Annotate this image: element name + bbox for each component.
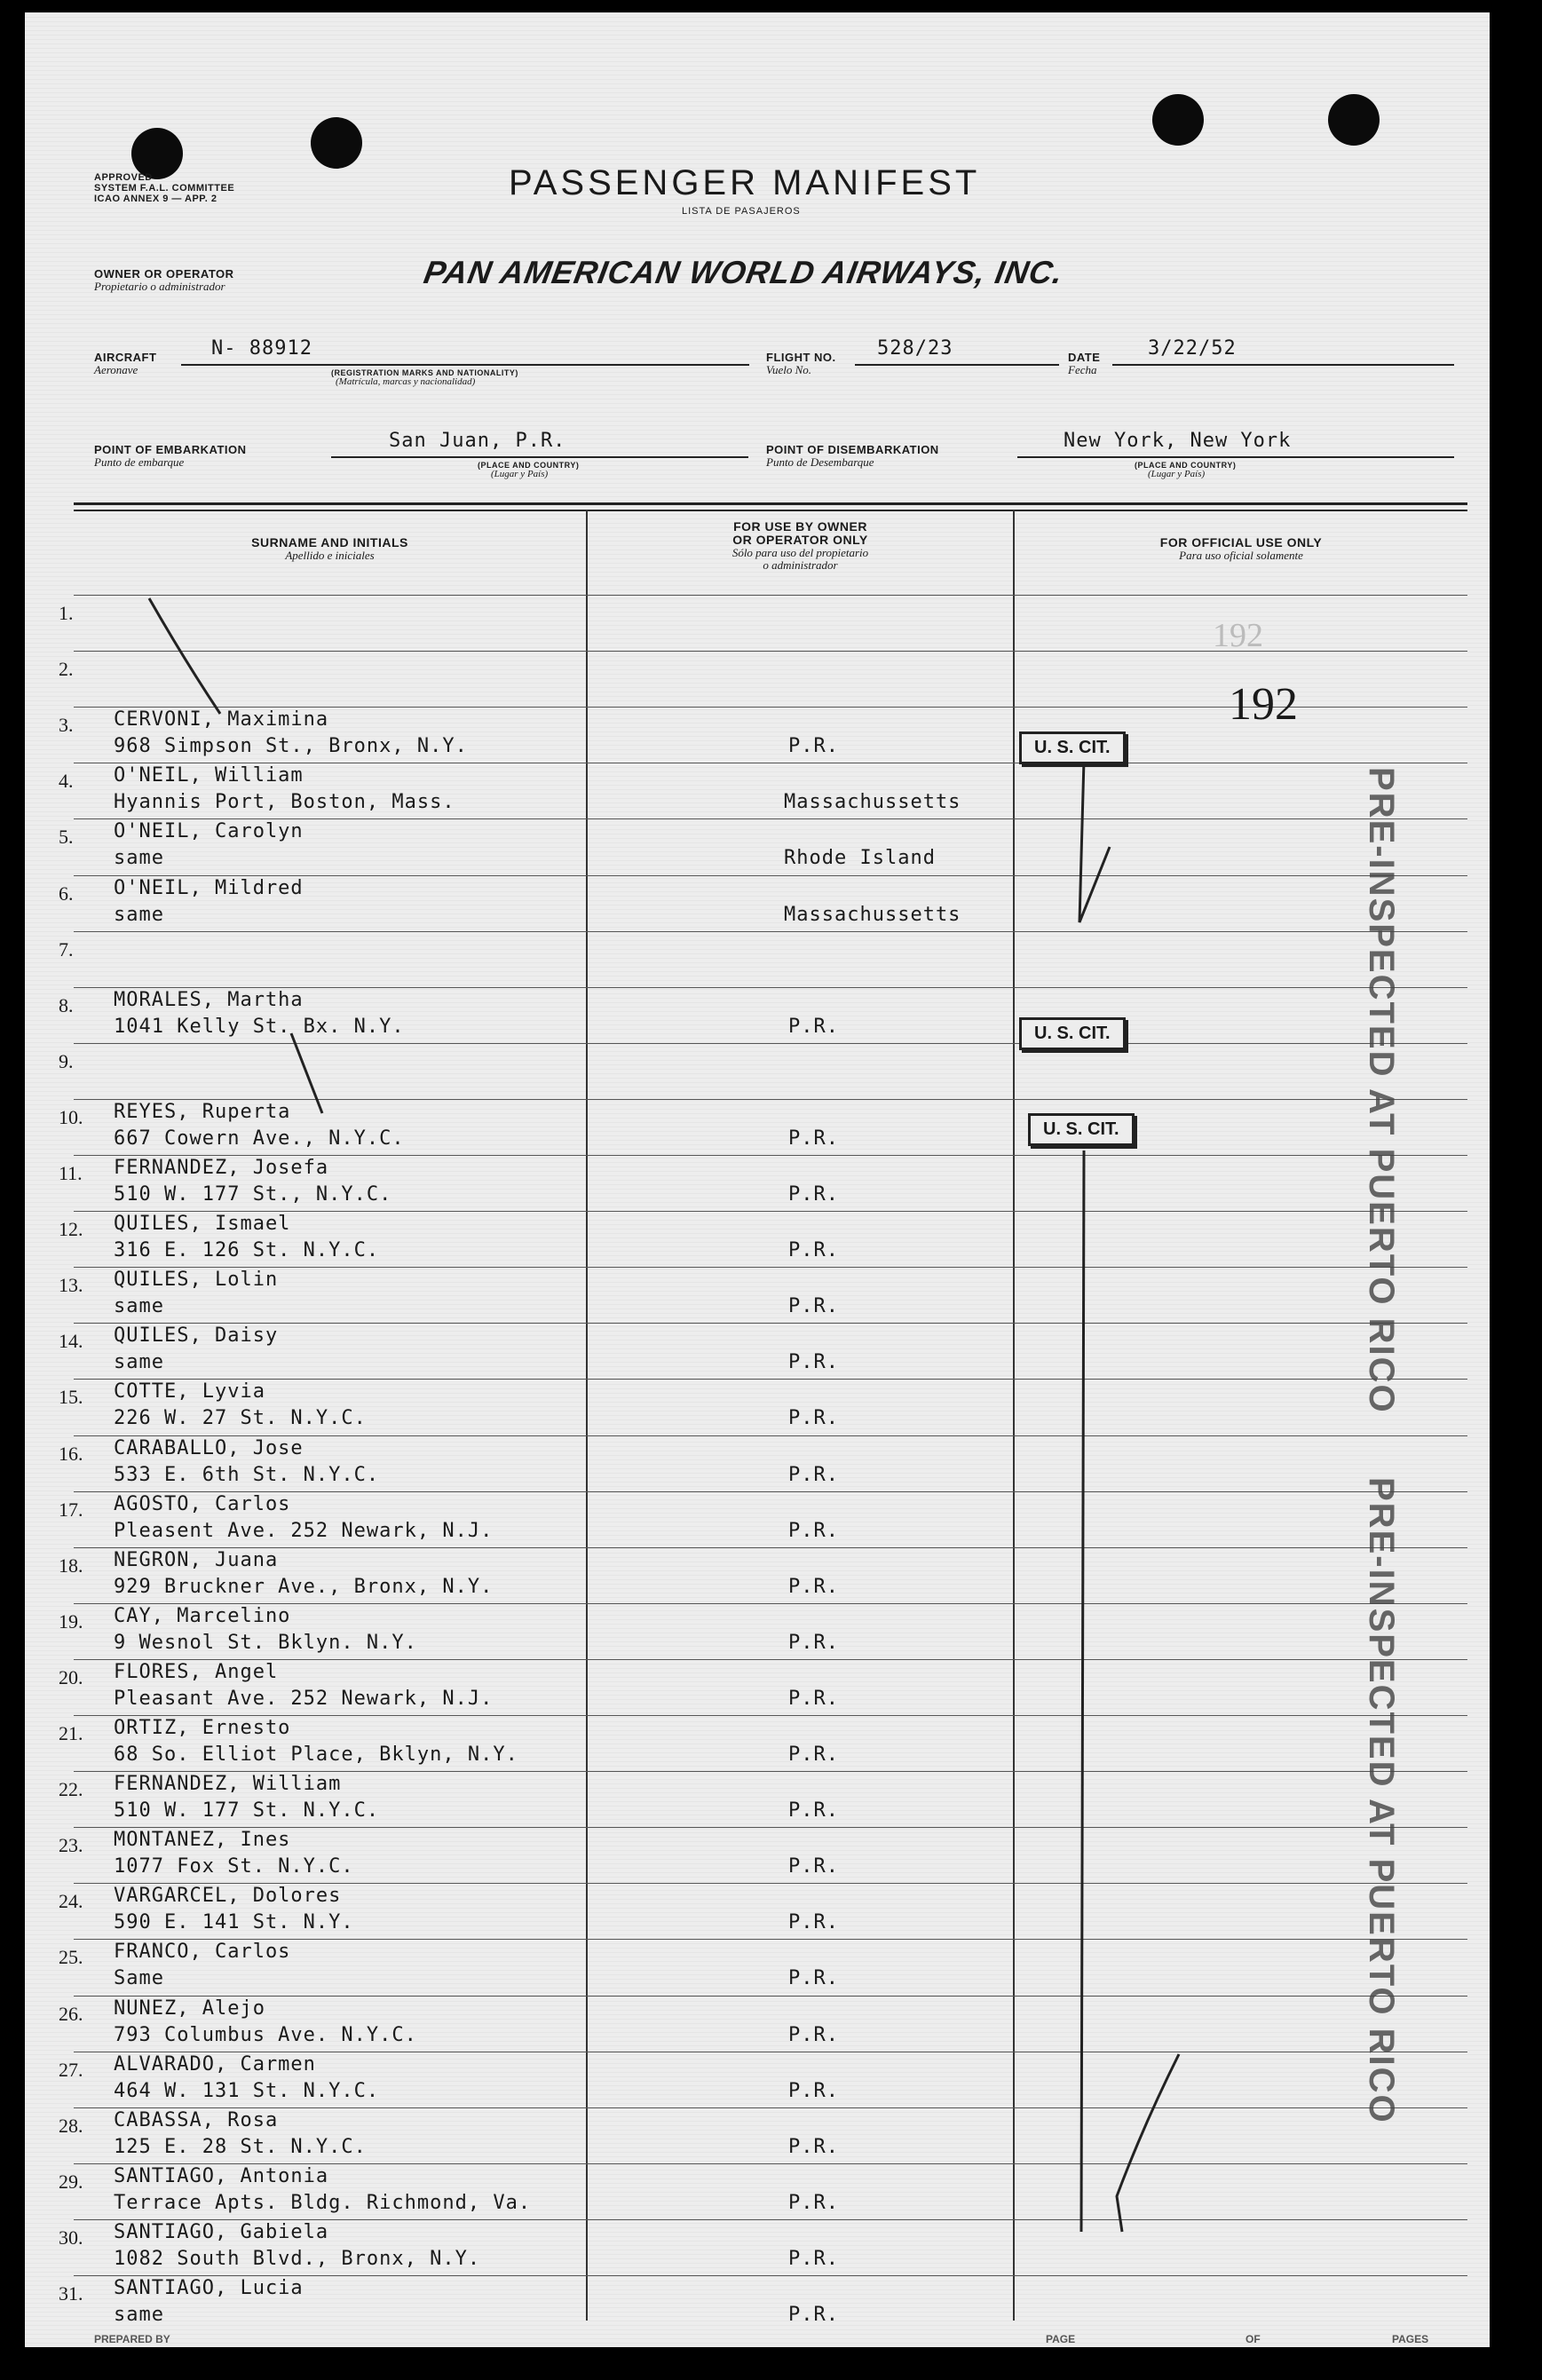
passenger-address: 125 E. 28 St. N.Y.C. [114, 2135, 367, 2158]
passenger-count: 192 [1229, 679, 1298, 730]
passenger-address: 590 E. 141 St. N.Y. [114, 1911, 354, 1934]
embark-place-note-es: (Lugar y País) [491, 469, 549, 479]
disembark-value: New York, New York [1064, 430, 1292, 452]
passenger-origin: Massachussetts [784, 903, 961, 926]
row-number: 27. [59, 2058, 83, 2081]
row-number: 5. [59, 826, 74, 849]
page-subtitle: LISTA DE PASAJEROS [682, 206, 801, 217]
approved-line: APPROVED [94, 172, 153, 183]
passenger-address: 464 W. 131 St. N.Y.C. [114, 2079, 380, 2102]
passenger-name: QUILES, Daisy [114, 1324, 279, 1348]
passenger-address: Hyannis Port, Boston, Mass. [114, 791, 455, 814]
passenger-origin: Rhode Island [784, 847, 936, 870]
flight-value: 528/23 [877, 337, 953, 360]
aircraft-note-es: (Matrícula, marcas y nacionalidad) [336, 376, 476, 387]
row-number: 23. [59, 1834, 83, 1857]
row-number: 8. [59, 993, 74, 1016]
passenger-name: FRANCO, Carlos [114, 1941, 291, 1964]
embark-label: POINT OF EMBARKATION [94, 443, 247, 456]
passenger-origin: P.R. [788, 1351, 839, 1374]
prepared-by-label: PREPARED BY [94, 2333, 170, 2345]
handwritten-check [1117, 2054, 1179, 2232]
row-number: 4. [59, 770, 74, 793]
passenger-name: CAY, Marcelino [114, 1604, 291, 1627]
passenger-name: NEGRON, Juana [114, 1548, 279, 1571]
aircraft-label: AIRCRAFT [94, 351, 157, 364]
row-number: 28. [59, 2114, 83, 2137]
passenger-address: 533 E. 6th St. N.Y.C. [114, 1463, 380, 1486]
of-label: OF [1245, 2333, 1261, 2345]
row-number: 29. [59, 2170, 83, 2193]
passenger-name: CERVONI, Maximina [114, 708, 329, 731]
passenger-origin: P.R. [788, 1799, 839, 1823]
row-number: 10. [59, 1105, 83, 1128]
aircraft-label-es: Aeronave [94, 363, 138, 376]
passenger-address: 9 Wesnol St. Bklyn. N.Y. [114, 1631, 417, 1654]
row-number: 31. [59, 2282, 83, 2305]
passenger-name: MONTANEZ, Ines [114, 1829, 291, 1852]
passenger-address: 929 Bruckner Ave., Bronx, N.Y. [114, 1575, 494, 1598]
passenger-address: same [114, 1295, 164, 1318]
owner-use-line-es: Sólo para uso del propietario [731, 546, 869, 559]
preinspected-stamp: PRE-INSPECTED AT PUERTO RICO [1362, 1477, 1401, 2124]
passenger-address: 510 W. 177 St. N.Y.C. [114, 1799, 380, 1823]
row-number: 15. [59, 1386, 83, 1409]
approved-line: SYSTEM F.A.L. COMMITTEE [94, 183, 235, 194]
owner-use-line: FOR USE BY OWNER [733, 519, 867, 534]
us-citizen-stamp: U. S. CIT. [1028, 1113, 1135, 1146]
official-header-label-es: Para uso oficial solamente [1179, 549, 1303, 562]
passenger-address: 68 So. Elliot Place, Bklyn, N.Y. [114, 1743, 518, 1766]
row-number: 20. [59, 1665, 83, 1688]
passenger-name: QUILES, Lolin [114, 1269, 279, 1292]
passenger-name: MORALES, Martha [114, 988, 304, 1011]
passenger-origin: P.R. [788, 1407, 839, 1430]
passenger-origin: P.R. [788, 1183, 839, 1206]
passenger-origin: P.R. [788, 2247, 839, 2270]
date-label: DATE [1068, 351, 1101, 364]
passenger-address: 1082 South Blvd., Bronx, N.Y. [114, 2247, 481, 2270]
row-number: 16. [59, 1442, 83, 1465]
passenger-address: 667 Cowern Ave., N.Y.C. [114, 1127, 405, 1150]
disembark-label: POINT OF DISEMBARKATION [766, 443, 939, 456]
flight-label-es: Vuelo No. [766, 363, 812, 376]
owner-use-line: OR OPERATOR ONLY [732, 533, 868, 547]
passenger-address: same [114, 847, 164, 870]
row-number: 21. [59, 1722, 83, 1744]
passenger-address: 316 E. 126 St. N.Y.C. [114, 1239, 380, 1262]
passenger-address: same [114, 903, 164, 926]
page-title: PASSENGER MANIFEST [509, 163, 981, 202]
row-number: 6. [59, 882, 74, 905]
passenger-address: 1077 Fox St. N.Y.C. [114, 1855, 354, 1878]
row-number: 1. [59, 602, 74, 624]
passenger-origin: P.R. [788, 2135, 839, 2158]
passenger-origin: P.R. [788, 1631, 839, 1654]
passenger-origin: P.R. [788, 1687, 839, 1710]
passenger-origin: P.R. [788, 1855, 839, 1878]
passenger-origin: P.R. [788, 735, 839, 758]
passenger-origin: P.R. [788, 2304, 839, 2326]
row-number: 25. [59, 1946, 83, 1969]
passenger-name: CABASSA, Rosa [114, 2108, 279, 2131]
passenger-address: 968 Simpson St., Bronx, N.Y. [114, 735, 468, 758]
aircraft-note: (REGISTRATION MARKS AND NATIONALITY) [331, 368, 518, 377]
row-number: 17. [59, 1498, 83, 1521]
row-number: 11. [59, 1162, 83, 1184]
owner-name: PAN AMERICAN WORLD AIRWAYS, INC. [421, 254, 1067, 290]
passenger-origin: P.R. [788, 1463, 839, 1486]
passenger-address: 510 W. 177 St., N.Y.C. [114, 1183, 392, 1206]
passenger-name: FLORES, Angel [114, 1660, 279, 1683]
pages-label: PAGES [1392, 2333, 1429, 2345]
passenger-name: REYES, Ruperta [114, 1100, 291, 1123]
preinspected-stamp: PRE-INSPECTED AT PUERTO RICO [1362, 767, 1401, 1414]
us-citizen-stamp: U. S. CIT. [1019, 731, 1126, 764]
owner-label: OWNER OR OPERATOR [94, 267, 234, 281]
surname-header-label: SURNAME AND INITIALS [251, 535, 408, 550]
row-number: 19. [59, 1609, 83, 1633]
aircraft-value: N- 88912 [211, 337, 312, 360]
passenger-address: Pleasent Ave. 252 Newark, N.J. [114, 1519, 494, 1542]
handwritten-check [1079, 760, 1110, 922]
passenger-origin: P.R. [788, 1743, 839, 1766]
row-number: 7. [59, 937, 74, 961]
handwritten-line [1081, 1150, 1084, 2232]
passenger-name: O'NEIL, Carolyn [114, 820, 304, 843]
row-number: 22. [59, 1778, 83, 1801]
row-number: 30. [59, 2226, 83, 2249]
handwritten-marks [25, 12, 1490, 2347]
handwritten-slash [149, 598, 220, 714]
handwritten-slash [291, 1033, 322, 1113]
passenger-name: FERNANDEZ, William [114, 1773, 342, 1796]
owner-label-es: Propietario o administrador [94, 280, 225, 293]
row-number: 18. [59, 1554, 83, 1577]
passenger-name: CARABALLO, Jose [114, 1436, 304, 1459]
row-number: 12. [59, 1218, 83, 1241]
passenger-name: FERNANDEZ, Josefa [114, 1157, 329, 1179]
passenger-name: AGOSTO, Carlos [114, 1492, 291, 1515]
passenger-origin: P.R. [788, 1015, 839, 1038]
passenger-origin: P.R. [788, 2079, 839, 2102]
passenger-origin: Massachussetts [784, 791, 961, 814]
passenger-name: O'NEIL, Mildred [114, 876, 304, 899]
passenger-origin: P.R. [788, 1239, 839, 1262]
passenger-name: SANTIAGO, Antonia [114, 2164, 329, 2187]
passenger-address: Pleasant Ave. 252 Newark, N.J. [114, 1687, 494, 1710]
row-number: 3. [59, 714, 74, 737]
approved-line: ICAO ANNEX 9 — APP. 2 [94, 194, 217, 204]
embark-value: San Juan, P.R. [389, 430, 566, 452]
passenger-origin: P.R. [788, 1519, 839, 1542]
passenger-origin: P.R. [788, 1911, 839, 1934]
ghost-count: 192 [1213, 617, 1263, 654]
owner-use-line-es: o administrador [763, 558, 838, 572]
embark-place-note: (PLACE AND COUNTRY) [478, 461, 580, 470]
passenger-address: 793 Columbus Ave. N.Y.C. [114, 2023, 417, 2046]
passenger-origin: P.R. [788, 1967, 839, 1990]
page-label: PAGE [1046, 2333, 1076, 2345]
passenger-name: NUNEZ, Alejo [114, 1997, 265, 2020]
passenger-origin: P.R. [788, 2023, 839, 2046]
passenger-origin: P.R. [788, 1575, 839, 1598]
row-number: 26. [59, 2002, 83, 2025]
passenger-name: ALVARADO, Carmen [114, 2052, 316, 2076]
passenger-name: SANTIAGO, Gabiela [114, 2220, 329, 2243]
row-number: 2. [59, 658, 74, 681]
passenger-origin: P.R. [788, 1127, 839, 1150]
embark-label-es: Punto de embarque [94, 455, 185, 469]
row-number: 9. [59, 1049, 74, 1072]
passenger-name: QUILES, Ismael [114, 1213, 291, 1236]
date-label-es: Fecha [1068, 363, 1097, 376]
passenger-name: VARGARCEL, Dolores [114, 1885, 342, 1908]
passenger-name: SANTIAGO, Lucia [114, 2277, 304, 2299]
flight-label: FLIGHT NO. [766, 351, 836, 364]
passenger-address: 1041 Kelly St. Bx. N.Y. [114, 1015, 405, 1038]
manifest-sheet [25, 12, 1490, 2347]
us-citizen-stamp: U. S. CIT. [1019, 1017, 1126, 1050]
passenger-address: same [114, 1351, 164, 1374]
disembark-place-note-es: (Lugar y País) [1148, 469, 1206, 479]
disembark-place-note: (PLACE AND COUNTRY) [1135, 461, 1237, 470]
passenger-name: ORTIZ, Ernesto [114, 1717, 291, 1739]
row-number: 13. [59, 1274, 83, 1297]
disembark-label-es: Punto de Desembarque [766, 455, 874, 469]
official-header-label: FOR OFFICIAL USE ONLY [1159, 535, 1323, 550]
passenger-address: Same [114, 1967, 164, 1990]
date-value: 3/22/52 [1148, 337, 1237, 360]
passenger-address: Terrace Apts. Bldg. Richmond, Va. [114, 2191, 532, 2214]
passenger-origin: P.R. [788, 2191, 839, 2214]
passenger-address: 226 W. 27 St. N.Y.C. [114, 1407, 367, 1430]
surname-header-label-es: Apellido e iniciales [285, 549, 375, 562]
row-number: 24. [59, 1890, 83, 1913]
row-number: 14. [59, 1330, 83, 1353]
passenger-name: O'NEIL, William [114, 764, 304, 787]
passenger-name: COTTE, Lyvia [114, 1380, 265, 1403]
passenger-address: same [114, 2304, 164, 2326]
passenger-origin: P.R. [788, 1295, 839, 1318]
